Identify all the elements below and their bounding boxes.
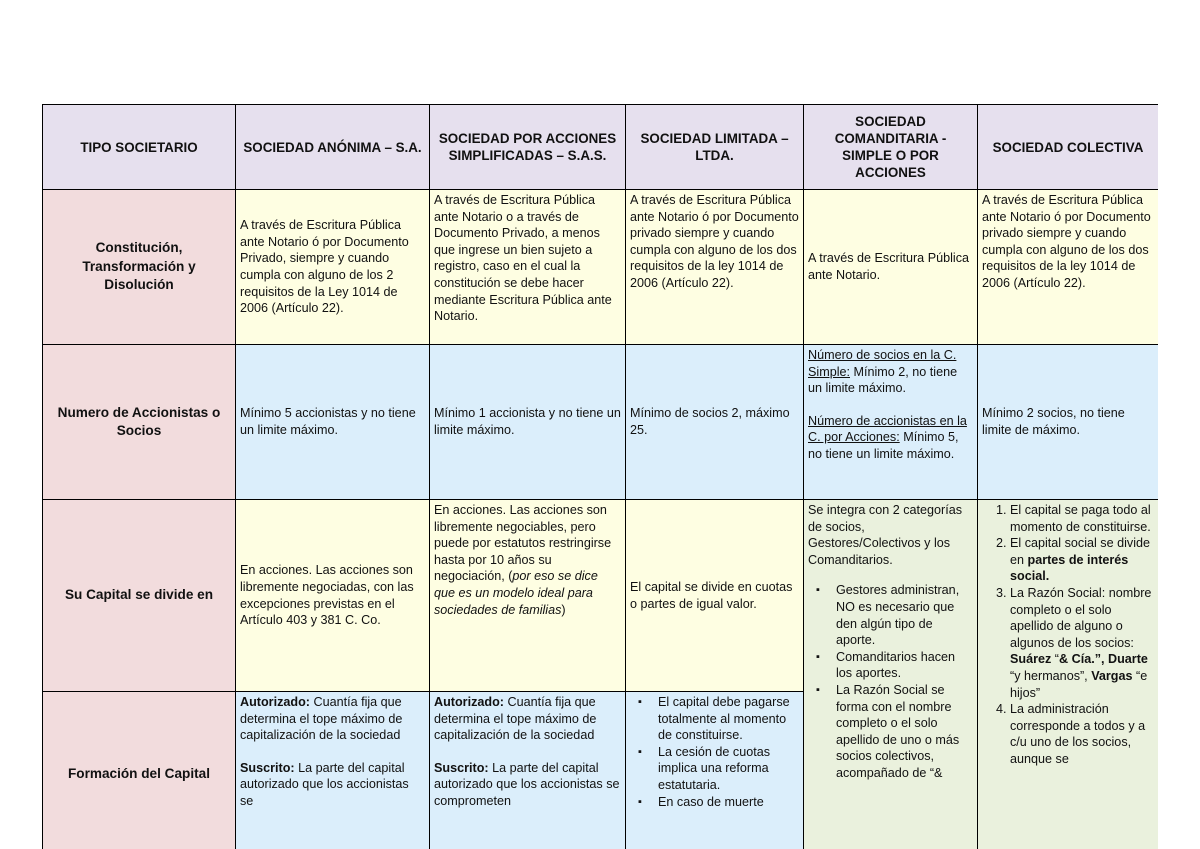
formacion-sas-suscrito xyxy=(434,760,621,810)
cell-socios-colectiva: Mínimo 2 socios, no tiene limite de máximo. xyxy=(978,345,1159,500)
colectiva-item3-bold: Suárez xyxy=(1010,652,1052,667)
comandita-acciones-text xyxy=(808,413,973,463)
colectiva-item3-bold: & Cía.”, xyxy=(1059,652,1105,667)
cell-constitucion-comandita: A través de Escritura Pública ante Notario. xyxy=(804,190,978,345)
cell-constitucion-sa: A través de Escritura Pública ante Notario ó por Documento Privado, siempre y cuando cumpla con alguno de los 2 requisitos de la Ley 1014 de 2006 (Artículo 22). xyxy=(236,190,430,345)
list-item: ▪ En caso de muerte xyxy=(658,794,799,811)
formacion-sa-autorizado-text: Cuantía fija que determina el tope máximo de capitalización de la sociedad xyxy=(240,695,403,743)
comandita-simple-value: Mínimo 2, no tiene un limite máximo. xyxy=(808,364,958,396)
row-label-capital: Su Capital se divide en xyxy=(43,500,236,692)
list-item: ▪ Comanditarios hacen los aportes. xyxy=(836,649,973,682)
capital-sas-text: En acciones. Las acciones son libremente negociables, pero puede por estatutos restringirse hasta por 10 años su negociación, ( xyxy=(434,503,612,584)
list-item: ▪ La Razón Social se forma con el nombre completo o el solo apellido de uno o más socios colectivos, acompañado de “& xyxy=(836,682,973,782)
list-item xyxy=(1010,585,1154,701)
formacion-sas-suscrito-label: Suscrito: xyxy=(434,760,489,775)
cell-constitucion-ltda: A través de Escritura Pública ante Notario ó por Documento privado siempre y cuando cumpla con alguno de los dos requisitos de la ley 1014 de 2006 (Artículo 22). xyxy=(626,190,804,345)
cell-socios-comandita xyxy=(804,345,978,500)
comandita-capital-intro: Se integra con 2 categorías de socios, Gestores/Colectivos y los Comanditarios. xyxy=(808,503,963,567)
comparison-table-container xyxy=(42,104,1158,849)
row-socios xyxy=(43,345,1159,500)
comandita-simple-text xyxy=(808,347,973,397)
comandita-simple-title: Número de socios en la C. Simple: xyxy=(808,348,957,379)
colectiva-item3-text: “e hijos” xyxy=(1010,668,1148,700)
comandita-acciones-value: Mínimo 5, no tiene un limite máximo. xyxy=(808,430,959,461)
list-item: 4. La administración corresponde a todos y a c/u uno de los socios, aunque se xyxy=(1010,701,1154,767)
row-label-constitucion: Constitución, Transformación y Disolución xyxy=(43,190,236,345)
comandita-capital-list xyxy=(808,582,973,781)
formacion-sa-autorizado xyxy=(240,694,425,744)
colectiva-item2-bold: partes de interés social. xyxy=(1010,552,1129,584)
cell-capital-comandita xyxy=(804,500,978,849)
row-constitucion xyxy=(43,190,1159,345)
cell-constitucion-sas: A través de Escritura Pública ante Notario o a través de Documento Privado, a menos que ingrese un bien sujeto a registro, caso en el cual la constitución se debe hacer mediante Escritura Pública ante Notario. xyxy=(430,190,626,345)
colectiva-item2-text: El capital social se divide en xyxy=(1010,536,1151,567)
header-sas: SOCIEDAD POR ACCIONES SIMPLIFICADAS – S.A.S. xyxy=(430,105,626,190)
formacion-sas-autorizado-text: Cuantía fija que determina el tope máximo de capitalización de la sociedad xyxy=(434,695,597,743)
cell-capital-sas xyxy=(430,500,626,692)
formacion-sa-suscrito-label: Suscrito: xyxy=(240,760,295,775)
cell-capital-colectiva xyxy=(978,500,1159,849)
formacion-sas-suscrito-text: La parte del capital autorizado que los accionistas se comprometen xyxy=(434,760,620,808)
cell-socios-sas: Mínimo 1 accionista y no tiene un limite máximo. xyxy=(430,345,626,500)
colectiva-item3-text: “y hermanos”, xyxy=(1010,668,1092,683)
comandita-acciones-title: Número de accionistas en la C. por Acciones: xyxy=(808,413,967,445)
formacion-ltda-list xyxy=(630,694,799,810)
colectiva-item3-text: “ xyxy=(1051,652,1060,667)
cell-socios-ltda: Mínimo de socios 2, máximo 25. xyxy=(626,345,804,500)
row-label-formacion: Formación del Capital xyxy=(43,692,236,849)
company-types-table xyxy=(42,104,1158,849)
formacion-sas-autorizado-label: Autorizado: xyxy=(434,695,504,709)
row-capital xyxy=(43,500,1159,692)
list-item: ▪ El capital debe pagarse totalmente al momento de constituirse. xyxy=(658,694,799,744)
list-item: ▪ Gestores administran, NO es necesario que den algún tipo de aporte. xyxy=(836,582,973,648)
list-item xyxy=(1010,535,1154,585)
capital-sas-close: ) xyxy=(561,602,566,617)
cell-capital-ltda: El capital se divide en cuotas o partes de igual valor. xyxy=(626,500,804,692)
row-label-socios: Numero de Accionistas o Socios xyxy=(43,345,236,500)
cell-capital-sa: En acciones. Las acciones son libremente negociadas, con las excepciones previstas en el Artículo 403 y 381 C. Co. xyxy=(236,500,430,692)
formacion-sa-suscrito xyxy=(240,760,425,810)
formacion-sas-autorizado xyxy=(434,694,621,744)
cell-constitucion-colectiva: A través de Escritura Pública ante Notario ó por Documento privado siempre y cuando cumpla con alguno de los dos requisitos de la ley 1014 de 2006 (Artículo 22). xyxy=(978,190,1159,345)
cell-formacion-sa xyxy=(236,692,430,849)
header-row xyxy=(43,105,1159,190)
cell-socios-sa: Mínimo 5 accionistas y no tiene un limite máximo. xyxy=(236,345,430,500)
header-tipo-societario: TIPO SOCIETARIO xyxy=(43,105,236,190)
capital-sas-italic-note: por eso se dice que es un modelo ideal para sociedades de familias xyxy=(434,569,598,617)
formacion-sa-suscrito-text: La parte del capital autorizado que los accionistas se xyxy=(240,760,409,808)
colectiva-item3-text: La Razón Social: nombre completo o el solo apellido de alguno o algunos de los socios: xyxy=(1010,585,1152,650)
header-colectiva: SOCIEDAD COLECTIVA xyxy=(978,105,1159,190)
header-ltda: SOCIEDAD LIMITADA – LTDA. xyxy=(626,105,804,190)
colectiva-capital-list xyxy=(982,502,1154,768)
header-sociedad-anonima: SOCIEDAD ANÓNIMA – S.A. xyxy=(236,105,430,190)
formacion-sa-autorizado-label: Autorizado: xyxy=(240,695,310,709)
header-comanditaria: SOCIEDAD COMANDITARIA - SIMPLE O POR ACCIONES xyxy=(804,105,978,190)
cell-formacion-sas xyxy=(430,692,626,849)
list-item: 1. El capital se paga todo al momento de constituirse. xyxy=(1010,502,1154,535)
list-item: ▪ La cesión de cuotas implica una reforma estatutaria. xyxy=(658,744,799,794)
colectiva-item3-bold: Vargas xyxy=(1091,668,1133,683)
colectiva-item3-bold: Duarte xyxy=(1108,652,1148,667)
cell-formacion-ltda xyxy=(626,692,804,849)
